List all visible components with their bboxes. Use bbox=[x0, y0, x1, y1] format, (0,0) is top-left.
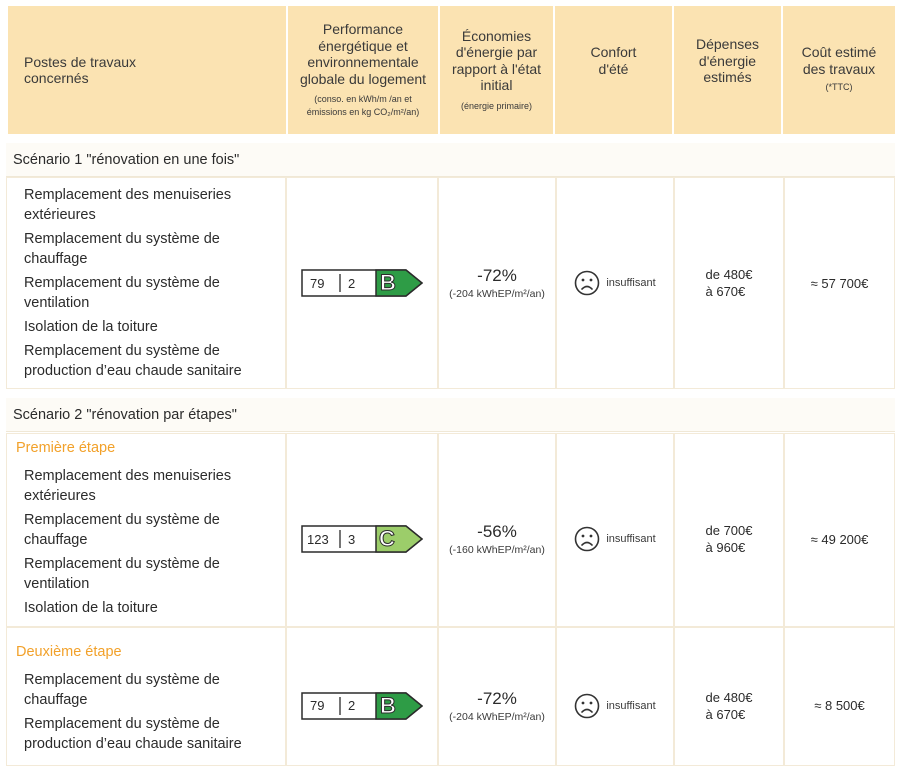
dpe-conso: 79 bbox=[310, 698, 325, 713]
dpe-label bbox=[301, 269, 423, 297]
list-item: Remplacement du système de chauffage bbox=[24, 512, 220, 548]
comfort-label: insuffisant bbox=[606, 533, 656, 545]
savings-value: (-160 kWhEP/m²/an) bbox=[449, 544, 545, 556]
step1-expenses bbox=[674, 433, 784, 627]
list-item: Remplacement des menuiseries extérieures bbox=[24, 468, 232, 504]
step2-comfort bbox=[556, 627, 674, 766]
header-col-works bbox=[8, 6, 286, 134]
expense-line2: à 960€ bbox=[705, 540, 746, 555]
header-col-expenses bbox=[674, 6, 781, 134]
savings-value: (-204 kWhEP/m²/an) bbox=[449, 710, 545, 723]
savings-value: (-204 kWhEP/m²/an) bbox=[449, 288, 545, 300]
dpe-conso: 79 bbox=[310, 275, 325, 291]
list-item: Remplacement du système de production d’eau chaude sanitaire bbox=[24, 343, 242, 379]
savings-percent: -56% bbox=[477, 522, 517, 541]
header-cost-title: Coût estimé des travaux bbox=[801, 44, 877, 77]
scenario1-savings bbox=[438, 177, 556, 389]
header-expenses-title: Dépenses d'énergie estimés bbox=[695, 36, 760, 85]
scenario1-cost bbox=[784, 177, 895, 389]
step1-comfort bbox=[556, 433, 674, 627]
list-item: Remplacement du système de chauffage bbox=[24, 671, 220, 708]
dpe-emissions: 3 bbox=[348, 531, 356, 547]
step2-label: Deuxième étape bbox=[16, 643, 122, 660]
step2-works bbox=[6, 627, 286, 766]
header-comfort-title: Confort d'été bbox=[590, 44, 637, 77]
step2-expenses bbox=[674, 627, 784, 766]
dpe-label bbox=[301, 525, 423, 553]
expense-line2: à 670€ bbox=[705, 284, 746, 299]
expense-line1: de 480€ bbox=[705, 267, 753, 282]
step1-cost bbox=[784, 433, 895, 627]
step2-performance bbox=[286, 627, 438, 766]
list-item: Remplacement du système de ventilation bbox=[24, 556, 220, 592]
header-performance-sub: (conso. en kWh/m /an et émissions en kg CO₂/m²/an) bbox=[306, 94, 420, 117]
expense-line1: de 700€ bbox=[705, 523, 753, 538]
step1-savings bbox=[438, 433, 556, 627]
sad-face-icon bbox=[574, 526, 600, 552]
savings-percent: -72% bbox=[477, 266, 517, 285]
sad-face-icon bbox=[574, 270, 600, 296]
step1-works bbox=[6, 433, 286, 627]
scenario1-expenses bbox=[674, 177, 784, 389]
scenario2-title: Scénario 2 "rénovation par étapes" bbox=[6, 398, 895, 432]
header-savings-sub: (énergie primaire) bbox=[460, 100, 533, 111]
scenario1-works bbox=[6, 177, 286, 389]
header-savings-title: Économies d'énergie par rapport à l'état initial bbox=[451, 27, 542, 93]
expense-line1: de 480€ bbox=[705, 689, 753, 705]
list-item: Remplacement du système de production d’eau chaude sanitaire bbox=[24, 715, 242, 752]
dpe-label bbox=[301, 692, 423, 720]
savings-percent: -72% bbox=[477, 688, 517, 708]
step1-label: Première étape bbox=[16, 440, 116, 456]
cost-value: ≈ 8 500€ bbox=[814, 698, 865, 713]
expense-line2: à 670€ bbox=[705, 706, 746, 722]
cost-value: ≈ 57 700€ bbox=[810, 275, 869, 291]
header-works-title: Postes de travaux concernés bbox=[24, 53, 137, 86]
header-col-performance bbox=[288, 6, 438, 134]
dpe-conso: 123 bbox=[307, 531, 329, 547]
step2-cost bbox=[784, 627, 895, 766]
dpe-class-letter: B bbox=[380, 270, 396, 295]
header-performance-title: Performance énergétique et environnementale globale du logement bbox=[299, 21, 427, 87]
list-item: Remplacement du système de ventilation bbox=[24, 275, 220, 311]
dpe-emissions: 2 bbox=[348, 698, 356, 713]
list-item: Remplacement du système de chauffage bbox=[24, 231, 220, 267]
step2-savings bbox=[438, 627, 556, 766]
scenario1-comfort bbox=[556, 177, 674, 389]
sad-face-icon bbox=[574, 693, 600, 719]
header-cost-sub: (*TTC) bbox=[825, 82, 853, 92]
comfort-label: insuffisant bbox=[606, 277, 656, 289]
list-item: Isolation de la toiture bbox=[24, 319, 158, 335]
scenario1-title: Scénario 1 "rénovation en une fois" bbox=[6, 143, 895, 177]
list-item: Remplacement des menuiseries extérieures bbox=[24, 187, 232, 223]
header-col-cost bbox=[783, 6, 895, 134]
dpe-class-letter: C bbox=[379, 526, 395, 551]
scenario1-performance bbox=[286, 177, 438, 389]
step1-performance bbox=[286, 433, 438, 627]
comfort-label: insuffisant bbox=[606, 699, 656, 712]
header-col-savings bbox=[440, 6, 553, 134]
dpe-emissions: 2 bbox=[348, 275, 356, 291]
header-col-comfort bbox=[555, 6, 672, 134]
list-item: Isolation de la toiture bbox=[24, 600, 158, 616]
dpe-class-letter: B bbox=[380, 692, 396, 718]
cost-value: ≈ 49 200€ bbox=[810, 531, 869, 547]
